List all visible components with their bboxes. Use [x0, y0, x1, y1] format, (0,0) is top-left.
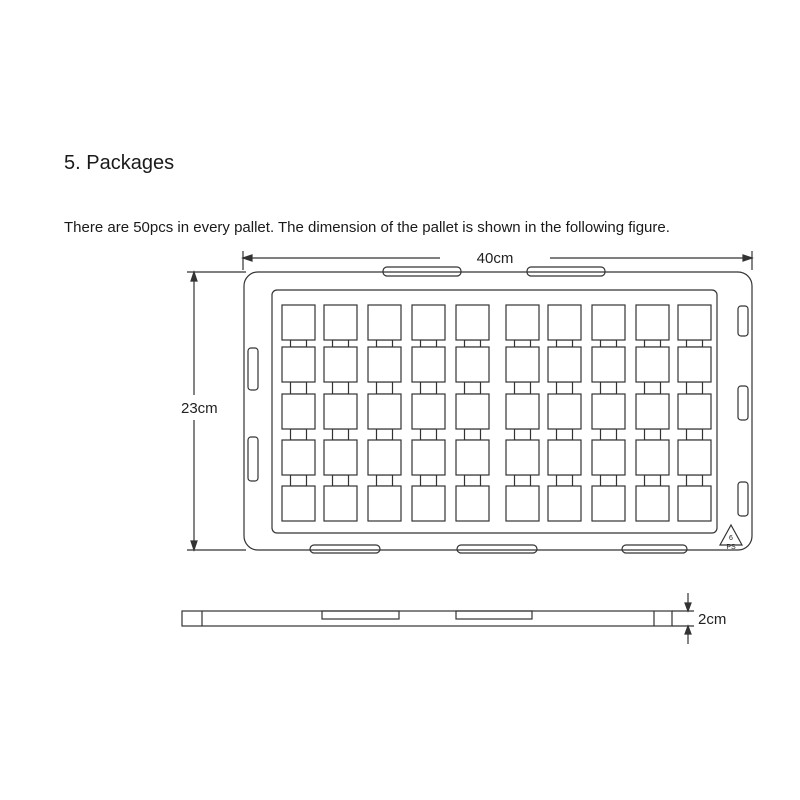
cavity-connector: [333, 340, 349, 347]
cavity-connector: [377, 340, 393, 347]
cavity-connector: [687, 475, 703, 486]
section-description: There are 50pcs in every pallet. The dimension of the pallet is shown in the following figure.: [64, 219, 670, 236]
pallet-cavity: [506, 486, 539, 521]
recycle-material: PS: [726, 544, 736, 551]
pallet-cavity: [456, 347, 489, 382]
pallet-cavity: [368, 394, 401, 429]
pallet-cavity: [548, 440, 581, 475]
cavity-connector: [465, 382, 481, 394]
pallet-cavity: [412, 486, 445, 521]
cavity-connector: [291, 382, 307, 394]
left-tabs: [248, 348, 258, 481]
pallet-cavity: [324, 394, 357, 429]
pallet-cavity: [456, 394, 489, 429]
cavity-connector: [601, 382, 617, 394]
pallet-cavity: [368, 347, 401, 382]
pallet-cavity: [636, 486, 669, 521]
pallet-cavity: [548, 347, 581, 382]
cavity-connector: [333, 475, 349, 486]
pallet-cavity: [636, 305, 669, 340]
cavity-connector: [421, 382, 437, 394]
cavity-grid: [282, 305, 711, 521]
pallet-cavity: [412, 305, 445, 340]
pallet-cavity: [678, 394, 711, 429]
thickness-label: 2cm: [698, 611, 727, 628]
pallet-cavity: [282, 394, 315, 429]
pallet-cavity: [636, 394, 669, 429]
pallet-cavity: [506, 347, 539, 382]
cavity-connector: [421, 475, 437, 486]
cavity-connector: [601, 429, 617, 440]
pallet-cavity: [592, 394, 625, 429]
section-heading: 5. Packages: [64, 152, 175, 174]
cavity-connector: [645, 340, 661, 347]
pallet-cavity: [282, 440, 315, 475]
pallet-cavity: [456, 486, 489, 521]
pallet-cavity: [678, 486, 711, 521]
cavity-connector: [557, 340, 573, 347]
pallet-cavity: [548, 305, 581, 340]
bottom-notches: [310, 545, 687, 553]
cavity-connector: [601, 340, 617, 347]
cavity-connector: [291, 475, 307, 486]
pallet-cavity: [592, 440, 625, 475]
cavity-connector: [645, 429, 661, 440]
cavity-connector: [645, 382, 661, 394]
right-tabs: [738, 306, 748, 516]
cavity-connector: [515, 340, 531, 347]
pallet-cavity: [678, 305, 711, 340]
cavity-connector: [421, 340, 437, 347]
cavity-connector: [465, 475, 481, 486]
cavity-connector: [515, 429, 531, 440]
width-label: 40cm: [476, 250, 514, 267]
pallet-cavity: [282, 486, 315, 521]
cavity-connector: [465, 429, 481, 440]
pallet-cavity: [368, 305, 401, 340]
pallet-cavity: [636, 347, 669, 382]
pallet-cavity: [282, 347, 315, 382]
pallet-cavity: [636, 440, 669, 475]
cavity-connector: [557, 475, 573, 486]
cavity-connector: [333, 429, 349, 440]
pallet-cavity: [324, 305, 357, 340]
cavity-connector: [377, 475, 393, 486]
pallet-cavity: [412, 347, 445, 382]
pallet-cavity: [506, 394, 539, 429]
cavity-connector: [557, 429, 573, 440]
pallet-cavity: [678, 347, 711, 382]
cavity-connector: [291, 340, 307, 347]
cavity-connector: [465, 340, 481, 347]
pallet-cavity: [548, 486, 581, 521]
pallet-cavity: [548, 394, 581, 429]
cavity-connector: [515, 382, 531, 394]
pallet-outline: [244, 272, 752, 550]
pallet-cavity: [592, 486, 625, 521]
pallet-cavity: [592, 347, 625, 382]
pallet-cavity: [282, 305, 315, 340]
pallet-cavity: [456, 440, 489, 475]
pallet-cavity: [324, 347, 357, 382]
cavity-connector: [291, 429, 307, 440]
pallet-cavity: [412, 440, 445, 475]
cavity-connector: [687, 340, 703, 347]
pallet-cavity: [368, 440, 401, 475]
cavity-connector: [421, 429, 437, 440]
cavity-connector: [687, 382, 703, 394]
side-view: [182, 593, 694, 644]
recycle-mark-icon: [720, 525, 742, 551]
cavity-connector: [377, 429, 393, 440]
pallet-cavity: [324, 440, 357, 475]
cavity-connector: [601, 475, 617, 486]
pallet-cavity: [678, 440, 711, 475]
recycle-number: 6: [729, 535, 733, 542]
height-label: 23cm: [181, 400, 218, 417]
cavity-connector: [645, 475, 661, 486]
pallet-cavity: [324, 486, 357, 521]
cavity-connector: [333, 382, 349, 394]
pallet-cavity: [456, 305, 489, 340]
pallet-cavity: [368, 486, 401, 521]
pallet-cavity: [592, 305, 625, 340]
pallet-cavity: [412, 394, 445, 429]
cavity-connector: [377, 382, 393, 394]
cavity-connector: [515, 475, 531, 486]
thickness-dimension: [672, 593, 694, 644]
pallet-cavity: [506, 305, 539, 340]
cavity-connector: [687, 429, 703, 440]
pallet-cavity: [506, 440, 539, 475]
cavity-connector: [557, 382, 573, 394]
